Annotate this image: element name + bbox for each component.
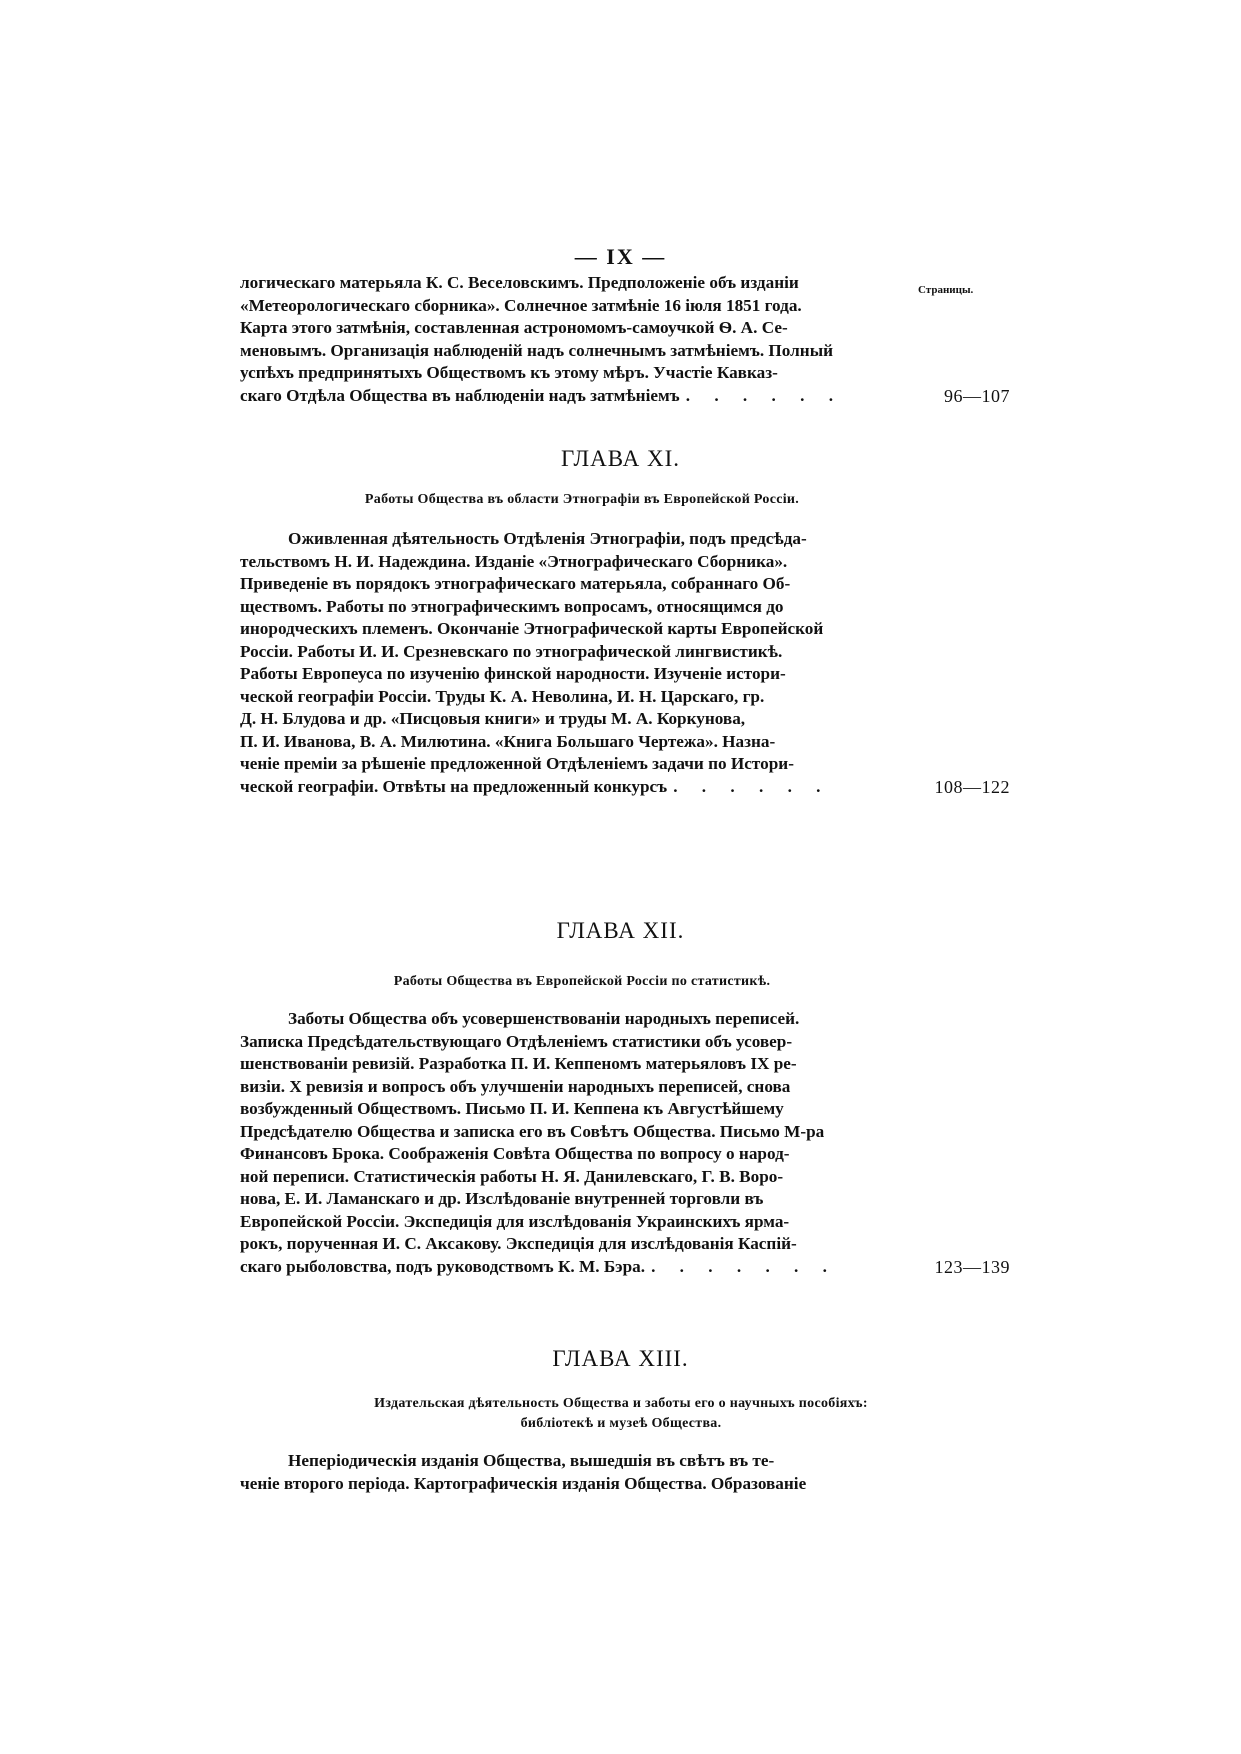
text-line: возбужденный Обществомъ. Письмо П. И. Кеппена къ Августѣйшему (240, 1099, 784, 1118)
text-line-last: скаго рыболовства, подъ руководствомъ К. М. Бэра. . . . . . . . 123—139 (240, 1256, 1010, 1277)
text-line: успѣхъ предпринятыхъ Обществомъ къ этому мѣръ. Участіе Кавказ- (240, 363, 778, 382)
toc-entry-ch11 (240, 528, 1010, 798)
text-line: ченіе второго періода. Картографическія изданія Общества. Образованіе (240, 1473, 807, 1493)
text-line: ченіе преміи за рѣшеніе предложенной Отдѣленіемъ задачи по Истори- (240, 754, 794, 773)
leader-dots: . . . . . . (685, 385, 843, 405)
text-line: Записка Предсѣдательствующаго Отдѣленіемъ статистики объ усовер- (240, 1031, 793, 1051)
text-line: Д. Н. Блудова и др. «Писцовыя книги» и труды М. А. Коркунова, (240, 709, 746, 728)
text-line: Оживленная дѣятельность Отдѣленія Этнографіи, подъ предсѣда- (288, 529, 807, 548)
text-line: Неперіодическія изданія Общества, вышедшія въ свѣтъ въ те- (288, 1451, 775, 1470)
text-line: ществомъ. Работы по этнографическимъ вопросамъ, относящимся до (240, 596, 784, 616)
page-number: — IX — (574, 244, 667, 269)
page-range: 96—107 (944, 385, 1010, 406)
text-line: Работы Европеуса по изученію финской народности. Изученіе истори- (240, 664, 786, 683)
page-range: 123—139 (934, 1256, 1010, 1277)
text-line: Финансовъ Брока. Соображенія Совѣта Общества по вопросу о народ- (240, 1144, 790, 1163)
text-line: Карта этого затмѣнія, составленная астрономомъ-самоучкой Ѳ. А. Се- (240, 318, 788, 337)
text-line: визіи. X ревизія и вопросъ объ улучшеніи народныхъ переписей, снова (240, 1076, 791, 1096)
text-line: ческой географіи Россіи. Труды К. А. Неволина, И. Н. Царскаго, гр. (240, 686, 765, 706)
text-line: П. И. Иванова, В. А. Милютина. «Книга Большаго Чертежа». Назна- (240, 731, 776, 751)
text-line: ной переписи. Статистическія работы Н. Я. Данилевскаго, Г. В. Воро- (240, 1166, 784, 1186)
text-line: инородческихъ племенъ. Окончаніе Этнографической карты Европейской (240, 619, 824, 638)
text-line: меновымъ. Организація наблюденій надъ солнечнымъ затмѣніемъ. Полный (240, 340, 834, 360)
toc-entry-ch13 (240, 1450, 905, 1495)
toc-entry-ch12 (240, 1008, 1010, 1278)
chapter-subtitle: Работы Общества въ области Этнографіи въ Европейской Россіи. (364, 492, 800, 507)
leader-dots: . . . . . . (673, 776, 831, 796)
text-line: логическаго матерьяла К. С. Веселовскимъ. Предположеніе объ изданіи (240, 273, 799, 292)
text-line: Предсѣдателю Общества и записка его въ Совѣтъ Общества. Письмо М-ра (240, 1121, 825, 1141)
text-line-last: скаго Отдѣла Общества въ наблюденіи надъ затмѣніемъ . . . . . . 96—107 (240, 385, 1010, 406)
page-range: 108—122 (934, 776, 1010, 797)
text-line: Россіи. Работы И. И. Срезневскаго по этнографической лингвистикѣ. (240, 641, 783, 661)
text-line-last: ческой географіи. Отвѣты на предложенный конкурсъ . . . . . . 108—122 (240, 776, 1010, 797)
chapter-title: ГЛАВА XII. (556, 918, 685, 943)
text-line: тельствомъ Н. И. Надеждина. Изданіе «Этнографическаго Сборника». (240, 551, 788, 571)
pages-column-header: Страницы. (918, 284, 974, 296)
text-line: шенствованіи ревизій. Разработка П. И. Кеппеномъ матерьяловъ IX ре- (240, 1054, 797, 1073)
chapter-subtitle: Издательская дѣятельность Общества и заботы его о научныхъ пособіяхъ: (374, 1396, 868, 1411)
chapter-title: ГЛАВА XI. (560, 446, 681, 471)
chapter-title: ГЛАВА XIII. (552, 1346, 689, 1371)
text-line: Европейской Россіи. Экспедиція для изслѣдованія Украинскихъ ярма- (240, 1211, 790, 1231)
text-line: рокъ, порученная И. С. Аксакову. Экспедиція для изслѣдованія Каспій- (240, 1234, 797, 1253)
text-line: «Метеорологическаго сборника». Солнечное затмѣніе 16 іюля 1851 года. (240, 295, 802, 315)
text-line: Приведеніе въ порядокъ этнографическаго матерьяла, собраннаго Об- (240, 574, 791, 593)
text-line: нова, Е. И. Ламанскаго и др. Изслѣдованіе внутренней торговли въ (240, 1189, 764, 1208)
text-line: Заботы Общества объ усовершенствованіи народныхъ переписей. (288, 1009, 800, 1028)
leader-dots: . . . . . . . (651, 1256, 837, 1276)
chapter-subtitle: библіотекѣ и музеѣ Общества. (520, 1416, 722, 1431)
chapter-subtitle: Работы Общества въ Европейской Россіи по статистикѣ. (393, 974, 771, 989)
